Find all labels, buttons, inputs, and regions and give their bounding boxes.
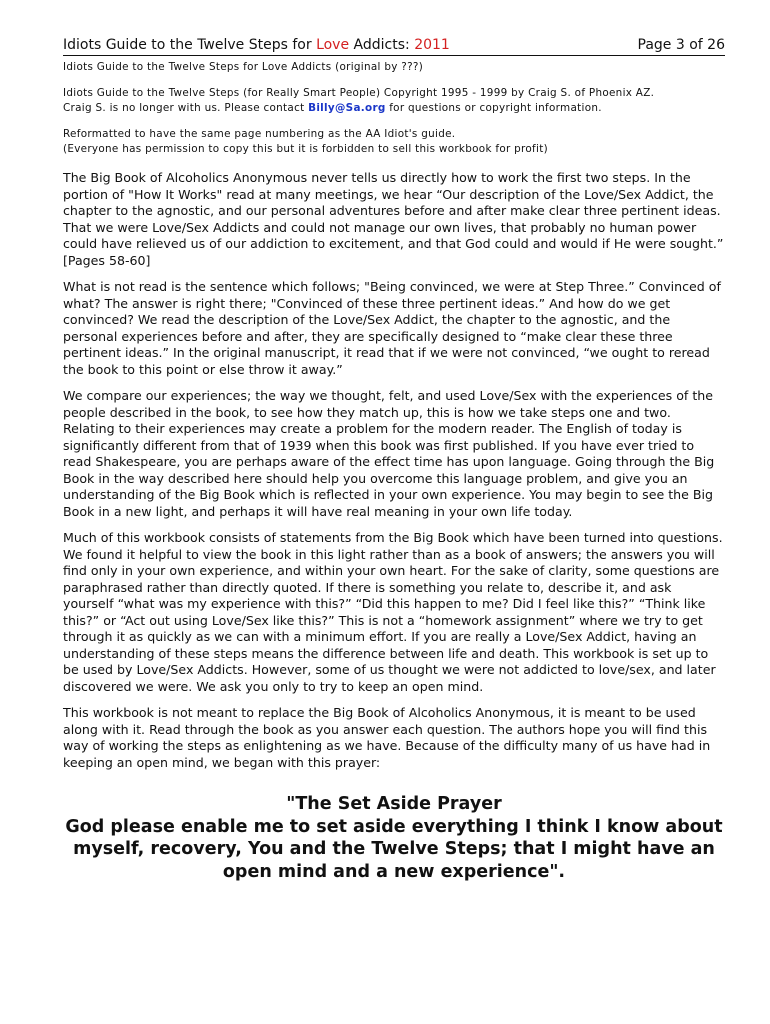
header-title-highlight: Love <box>316 37 350 53</box>
note-original: Idiots Guide to the Twelve Steps for Love Addicts (original by ???) <box>63 61 424 73</box>
document-page <box>63 36 725 883</box>
copyright-line: Idiots Guide to the Twelve Steps (for Really Smart People) Copyright 1995 - 1999 by Craig S. of Phoenix AZ. <box>63 87 655 99</box>
page-header <box>63 36 725 56</box>
paragraph-intro: The Big Book of Alcoholics Anonymous never tells us directly how to work the first two steps. In the portion of "How It Works" read at many meetings, we hear “Our description of the Love/Sex Addict, the chapter to the agnostic, and our personal adventures before and after make clear three pertinent ideas. That we were Love/Sex Addicts and could not manage our own lives, that probably no human power could have relieved us of our addiction to excitement, and that God could and would if He were sought.” [Pages 58-60] <box>63 170 724 268</box>
paragraph-not-read: What is not read is the sentence which follows; "Being convinced, we were at Step Three.” Convinced of what? The answer is right there; "Convinced of these three pertinent ideas.” And how do we get convinced? We read the description of the Love/Sex Addict, the chapter to the agnostic, and the personal experiences before and after, they are specifically designed to “make clear these three pertinent ideas.” In the original manuscript, it read that if we were not convinced, “we ought to reread the book to this point or else throw it away.” <box>63 279 721 377</box>
permission-line: (Everyone has permission to copy this but it is forbidden to sell this workbook for profit) <box>63 143 548 155</box>
paragraph-purpose: This workbook is not meant to replace the Big Book of Alcoholics Anonymous, it is meant to be used along with it. Read through the book as you answer each question. The authors hope you will find this way of working the steps as enlightening as we have. Because of the difficulty many of us have had in keeping an open mind, we began with this prayer: <box>63 705 711 770</box>
header-title: Idiots Guide to the Twelve Steps for Love Addicts: 2011 <box>63 37 450 53</box>
page-number: Page 3 of 26 <box>637 37 725 53</box>
contact-line: Craig S. is no longer with us. Please contact Billy@Sa.org for questions or copyright information. <box>63 102 602 114</box>
paragraph-compare: We compare our experiences; the way we thought, felt, and used Love/Sex with the experiences of the people described in the book, to see how they match up, this is how we take steps one and two. Relating to their experiences may create a problem for the modern reader. The English of today is significantly different from that of 1939 when this book was first published. If you have ever tried to read Shakespeare, you are perhaps aware of the effect time has upon language. Going through the Big Book in the way described here should help you overcome this language problem, and give you an understanding of the Big Book which is reflected in your own experience. You may begin to see the Big Book in a new light, and perhaps it will have real meaning in your own life today. <box>63 388 715 519</box>
copyright-note <box>63 86 725 116</box>
prayer-text: God please enable me to set aside everything I think I know about myself, recovery, You and the Twelve Steps; that I might have an open mind and a new experience". <box>65 816 723 882</box>
contact-email-link[interactable]: Billy@Sa.org <box>308 102 386 114</box>
reformat-line: Reformatted to have the same page numbering as the AA Idiot's guide. <box>63 128 456 140</box>
paragraph-workbook: Much of this workbook consists of statements from the Big Book which have been turned into questions. We found it helpful to view the book in this light rather than as a book of answers; the answers you will find only in your own experience, and within your own heart. For the sake of clarity, some questions are paraphrased rather than directly quoted. If there is something you relate to, describe it, and ask yourself “what was my experience with this?” “Did this happen to me? Did I feel like this?” “Think like this?” or “Act out using Love/Sex like this?” This is not a “homework assignment” where we try to get through it as quickly as we can with a minimum effort. If you are really a Love/Sex Addict, having an understanding of these steps means the difference between life and death. This workbook is set up to be used by Love/Sex Addicts. However, some of us thought we were not addicted to love/sex, and later discovered we were. We ask you only to try to keep an open mind. <box>63 530 723 694</box>
header-title-year: 2011 <box>414 37 450 53</box>
set-aside-prayer <box>63 793 725 883</box>
prayer-title: "The Set Aside Prayer <box>286 794 502 814</box>
reformat-note <box>63 127 725 157</box>
